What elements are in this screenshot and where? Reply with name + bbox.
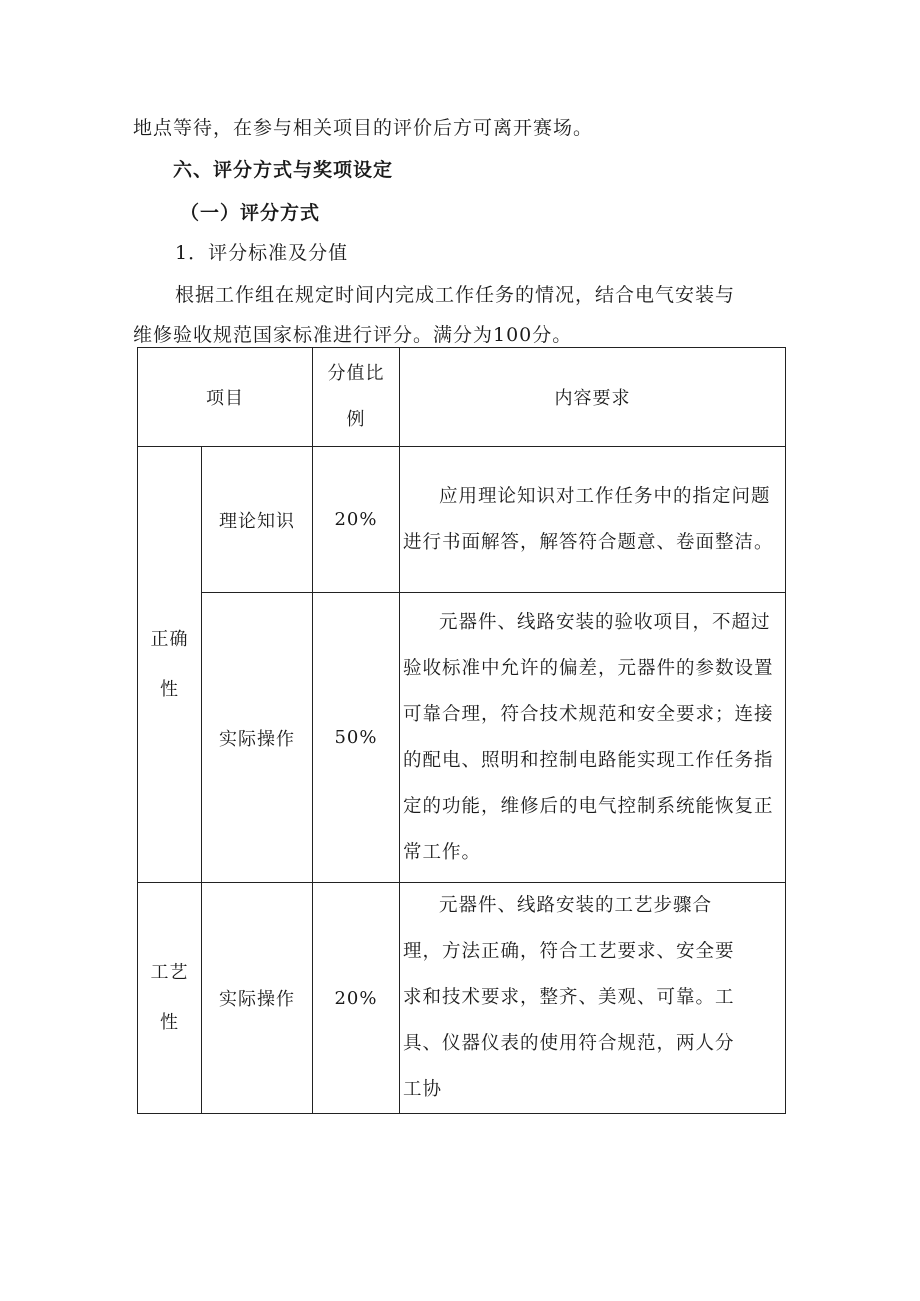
subitem-craft-practice: 实际操作 bbox=[202, 883, 313, 1114]
scoring-table bbox=[137, 347, 786, 1114]
table-row bbox=[138, 593, 786, 883]
table-header-row bbox=[138, 348, 786, 447]
header-content: 内容要求 bbox=[400, 348, 786, 447]
intro-paragraph-line2: 维修验收规范国家标准进行评分。满分为100分。 bbox=[133, 324, 573, 346]
ratio-craft-practice: 20% bbox=[313, 883, 400, 1114]
content-practice: 元器件、线路安装的验收项目，不超过验收标准中允许的偏差，元器件的参数设置可靠合理，符合技术规范和安全要求；连接的配电、照明和控制电路能实现工作任务指定的功能，维修后的电气控制系统能恢复正常工作。 bbox=[400, 593, 786, 883]
section-heading-6: 六、评分方式与奖项设定 bbox=[173, 159, 394, 181]
ratio-practice: 50% bbox=[313, 593, 400, 883]
content-craft-practice: 元器件、线路安装的工艺步骤合理，方法正确，符合工艺要求、安全要求和技术要求，整齐、美观、可靠。工具、仪器仪表的使用符合规范，两人分工协 bbox=[400, 883, 786, 1114]
header-ratio: 分值比 例 bbox=[313, 348, 400, 447]
intro-paragraph-line1: 根据工作组在规定时间内完成工作任务的情况，结合电气安装与 bbox=[175, 284, 736, 306]
subsection-heading-1: （一）评分方式 bbox=[180, 202, 321, 224]
subitem-practice: 实际操作 bbox=[202, 593, 313, 883]
paragraph-continuation: 地点等待，在参与相关项目的评价后方可离开赛场。 bbox=[133, 117, 594, 139]
table-row bbox=[138, 883, 786, 1114]
category-correctness: 正确 性 bbox=[138, 447, 202, 883]
item-heading-1: 1．评分标准及分值 bbox=[175, 242, 349, 264]
subitem-theory: 理论知识 bbox=[202, 447, 313, 593]
content-theory: 应用理论知识对工作任务中的指定问题进行书面解答，解答符合题意、卷面整洁。 bbox=[400, 447, 786, 593]
header-item: 项目 bbox=[138, 348, 313, 447]
category-craft: 工艺 性 bbox=[138, 883, 202, 1114]
table-row bbox=[138, 447, 786, 593]
ratio-theory: 20% bbox=[313, 447, 400, 593]
